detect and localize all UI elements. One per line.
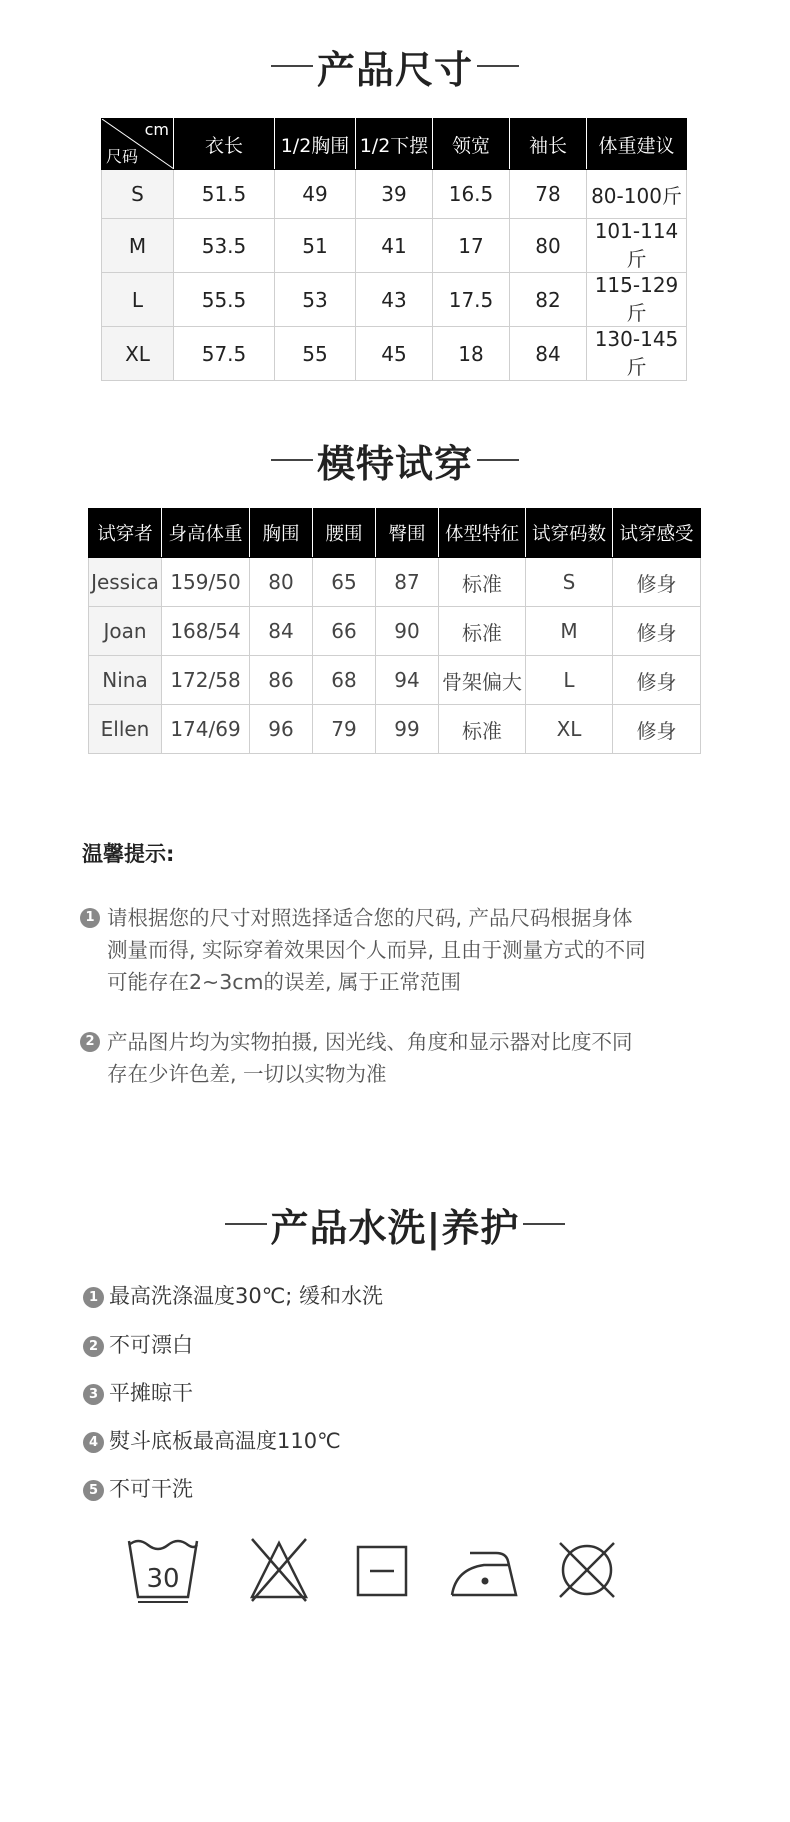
corner-label: 尺码 [106, 147, 139, 166]
size-cell: 80 [510, 219, 587, 273]
size-row [102, 273, 687, 327]
care-item-text: 熨斗底板最高温度110℃ [109, 1429, 341, 1453]
model-cell: XL [526, 705, 613, 754]
title-right-line [523, 1223, 565, 1225]
size-title-text: 产品尺寸 [316, 47, 473, 92]
care-number-badge: 2 [83, 1336, 104, 1357]
size-col-header: 领宽 [433, 119, 510, 170]
tip-line: 产品图片均为实物拍摄, 因光线、角度和显示器对比度不同 [107, 1030, 633, 1054]
tip-line: 可能存在2~3cm的误差, 属于正常范围 [107, 970, 462, 994]
model-name-cell: Nina [89, 656, 162, 705]
size-cell: 43 [356, 273, 433, 327]
care-item-text: 不可漂白 [109, 1333, 193, 1357]
size-cell: 115-129斤 [587, 273, 687, 327]
size-cell: 49 [275, 170, 356, 219]
size-cell: 57.5 [174, 327, 275, 381]
model-cell: 168/54 [162, 607, 250, 656]
size-cell: 17.5 [433, 273, 510, 327]
model-cell: S [526, 558, 613, 607]
model-cell: 修身 [613, 607, 701, 656]
no-dry-clean-icon [556, 1535, 618, 1605]
tip-item [80, 1026, 700, 1090]
model-row [89, 705, 701, 754]
size-section-title [0, 38, 790, 94]
model-cell: 86 [250, 656, 313, 705]
care-title-text: 产品水洗|养护 [270, 1205, 520, 1250]
model-col-header: 身高体重 [162, 509, 250, 558]
size-cell: 39 [356, 170, 433, 219]
model-section-title [0, 432, 790, 488]
size-label-cell: S [102, 170, 174, 219]
no-bleach-icon [248, 1535, 310, 1605]
model-cell: 80 [250, 558, 313, 607]
model-col-header: 试穿感受 [613, 509, 701, 558]
model-row [89, 607, 701, 656]
tip-line: 存在少许色差, 一切以实物为准 [107, 1062, 387, 1086]
size-row [102, 327, 687, 381]
model-col-header: 臀围 [376, 509, 439, 558]
size-cell: 41 [356, 219, 433, 273]
wash-temp-label: 30 [146, 1564, 180, 1594]
model-cell: L [526, 656, 613, 705]
size-corner-cell [102, 119, 174, 170]
size-table-header [102, 119, 687, 170]
model-cell: 90 [376, 607, 439, 656]
size-cell: 55 [275, 327, 356, 381]
model-cell: 174/69 [162, 705, 250, 754]
model-col-header: 体型特征 [439, 509, 526, 558]
model-cell: 79 [313, 705, 376, 754]
model-cell: 标准 [439, 558, 526, 607]
model-cell: M [526, 607, 613, 656]
size-cell: 130-145斤 [587, 327, 687, 381]
size-col-header: 1/2下摆 [356, 119, 433, 170]
size-cell: 45 [356, 327, 433, 381]
size-label-cell: L [102, 273, 174, 327]
size-row [102, 170, 687, 219]
corner-unit: cm [144, 120, 169, 139]
care-item-text: 不可干洗 [109, 1477, 193, 1501]
model-cell: 修身 [613, 558, 701, 607]
size-col-header: 体重建议 [587, 119, 687, 170]
size-cell: 53.5 [174, 219, 275, 273]
title-right-line [477, 65, 519, 67]
tip-number-badge: 1 [80, 908, 100, 928]
dry-flat-icon [354, 1535, 410, 1605]
size-label-cell: M [102, 219, 174, 273]
care-section-title [0, 1196, 790, 1252]
model-col-header: 试穿码数 [526, 509, 613, 558]
model-name-cell: Ellen [89, 705, 162, 754]
size-cell: 55.5 [174, 273, 275, 327]
care-item [83, 1474, 193, 1504]
size-label-cell: XL [102, 327, 174, 381]
care-item [83, 1426, 341, 1456]
size-cell: 101-114斤 [587, 219, 687, 273]
model-cell: 94 [376, 656, 439, 705]
model-cell: 骨架偏大 [439, 656, 526, 705]
care-number-badge: 3 [83, 1384, 104, 1405]
size-cell: 51 [275, 219, 356, 273]
size-col-header: 1/2胸围 [275, 119, 356, 170]
care-item-text: 平摊晾干 [109, 1381, 193, 1405]
tip-line: 请根据您的尺寸对照选择适合您的尺码, 产品尺码根据身体 [107, 906, 633, 930]
size-row [102, 219, 687, 273]
size-cell: 16.5 [433, 170, 510, 219]
title-left-line [225, 1223, 267, 1225]
size-col-header: 衣长 [174, 119, 275, 170]
size-cell: 17 [433, 219, 510, 273]
model-cell: 68 [313, 656, 376, 705]
iron-low-icon [448, 1535, 520, 1605]
size-cell: 18 [433, 327, 510, 381]
model-col-header: 腰围 [313, 509, 376, 558]
model-row [89, 558, 701, 607]
size-cell: 78 [510, 170, 587, 219]
model-cell: 172/58 [162, 656, 250, 705]
size-cell: 82 [510, 273, 587, 327]
care-number-badge: 1 [83, 1287, 104, 1308]
model-table-header [89, 509, 701, 558]
model-name-cell: Jessica [89, 558, 162, 607]
title-left-line [271, 459, 313, 461]
model-cell: 标准 [439, 705, 526, 754]
size-cell: 84 [510, 327, 587, 381]
tip-line: 测量而得, 实际穿着效果因个人而异, 且由于测量方式的不同 [107, 938, 646, 962]
model-cell: 84 [250, 607, 313, 656]
model-cell: 96 [250, 705, 313, 754]
care-number-badge: 4 [83, 1432, 104, 1453]
model-table [88, 508, 701, 754]
model-cell: 159/50 [162, 558, 250, 607]
title-left-line [271, 65, 313, 67]
model-cell: 修身 [613, 656, 701, 705]
model-cell: 99 [376, 705, 439, 754]
size-cell: 53 [275, 273, 356, 327]
care-item [83, 1330, 193, 1360]
model-col-header: 胸围 [250, 509, 313, 558]
tip-text [80, 1026, 700, 1090]
size-cell: 80-100斤 [587, 170, 687, 219]
tip-item [80, 902, 700, 998]
model-row [89, 656, 701, 705]
care-number-badge: 5 [83, 1480, 104, 1501]
tips-heading: 温馨提示: [82, 842, 175, 866]
size-col-header: 袖长 [510, 119, 587, 170]
model-cell: 87 [376, 558, 439, 607]
title-right-line [477, 459, 519, 461]
model-cell: 65 [313, 558, 376, 607]
model-cell: 66 [313, 607, 376, 656]
model-col-header: 试穿者 [89, 509, 162, 558]
wash-30-icon [124, 1535, 202, 1605]
model-name-cell: Joan [89, 607, 162, 656]
care-item [83, 1378, 193, 1408]
care-item [83, 1281, 383, 1311]
tip-number-badge: 2 [80, 1032, 100, 1052]
model-cell: 标准 [439, 607, 526, 656]
tip-text [80, 902, 700, 998]
model-title-text: 模特试穿 [316, 441, 473, 486]
size-table [101, 118, 687, 381]
model-cell: 修身 [613, 705, 701, 754]
care-item-text: 最高洗涤温度30℃; 缓和水洗 [109, 1284, 384, 1308]
size-cell: 51.5 [174, 170, 275, 219]
